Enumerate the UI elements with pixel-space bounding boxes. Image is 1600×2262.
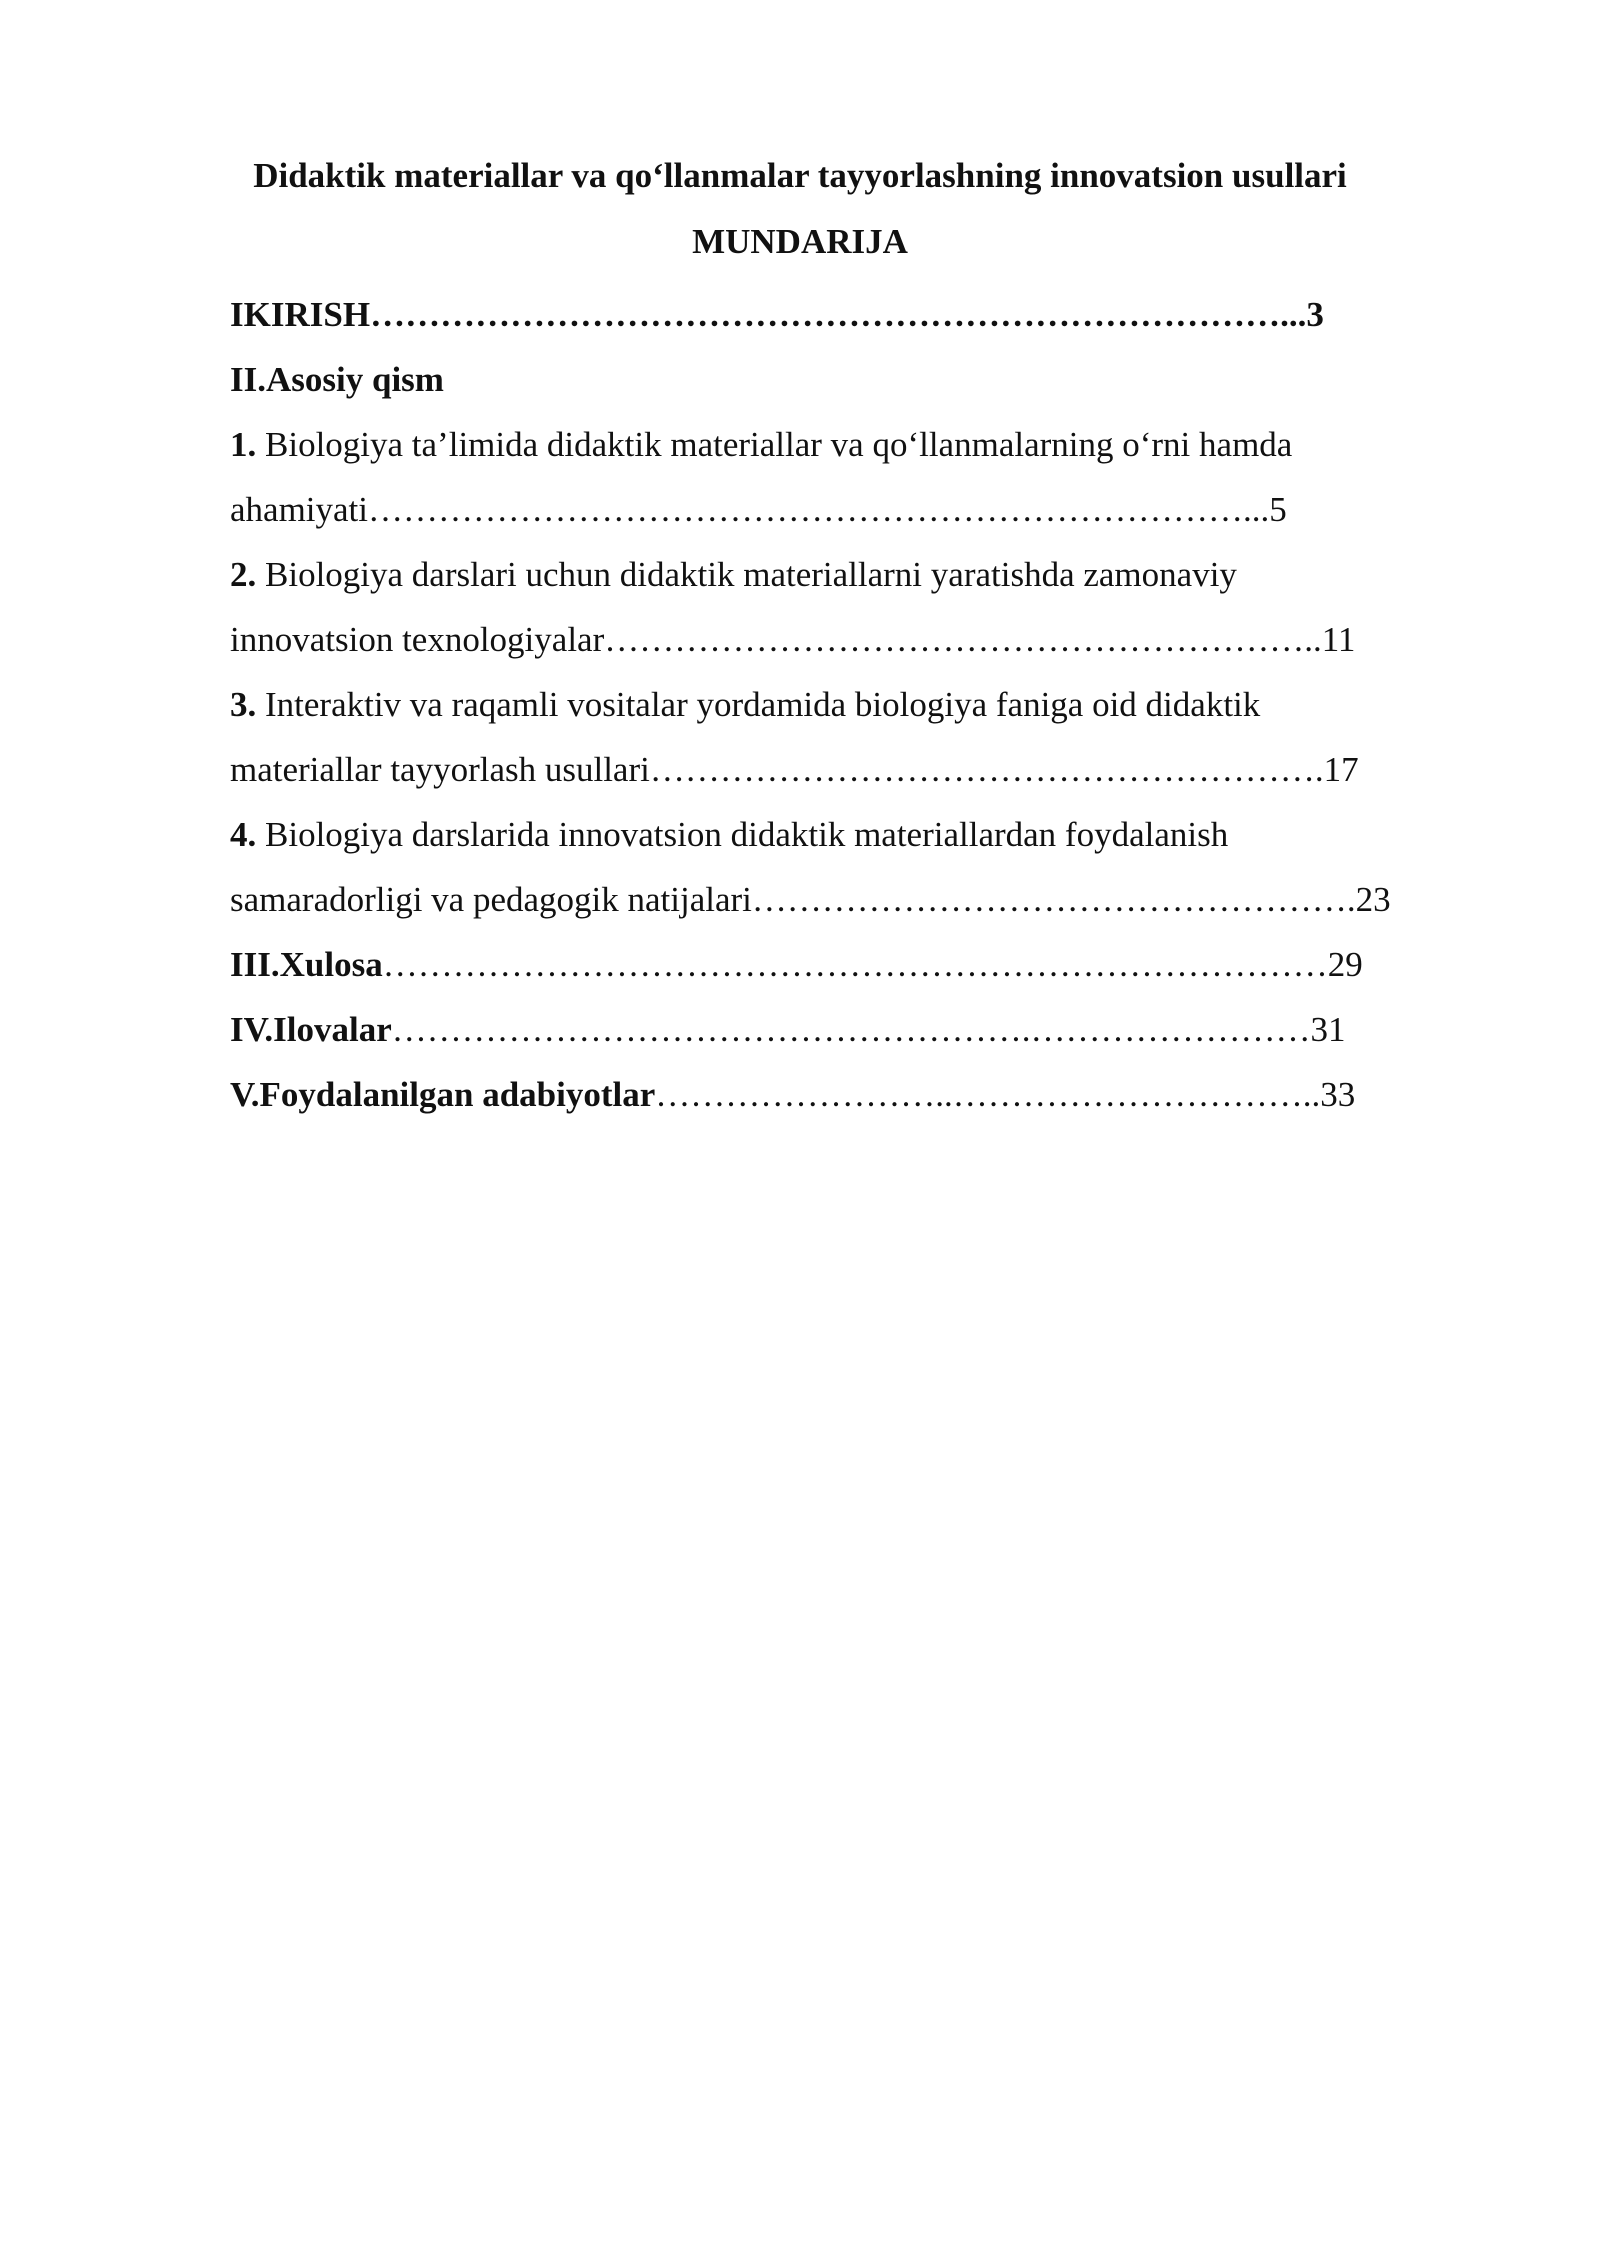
toc-entry-label: III.Xulosa xyxy=(230,945,383,984)
toc-entry-page: 17 xyxy=(1323,750,1359,789)
toc-entry-main-part xyxy=(230,347,1510,412)
toc-entry-label: IKIRISH xyxy=(230,295,371,334)
toc-entry-item2 xyxy=(230,542,1510,607)
toc-entry-number: 4. xyxy=(230,815,257,854)
toc-entry-text: Interaktiv va raqamli vositalar yordamida biologiya faniga oid didaktik xyxy=(256,685,1261,724)
toc-entry-text: materiallar tayyorlash usullari…………………………………………………. xyxy=(230,750,1324,789)
toc-entry-label: IV.Ilovalar xyxy=(230,1010,392,1049)
toc-entry-page: 29 xyxy=(1327,945,1363,984)
toc-entry-number: 2. xyxy=(230,555,257,594)
toc-entry-label: V.Foydalanilgan adabiyotlar xyxy=(230,1075,656,1114)
toc-entry-text: samaradorligi va pedagogik natijalari……………………………………………. xyxy=(230,880,1356,919)
toc-entry-page: 33 xyxy=(1320,1075,1356,1114)
toc-entry-text: Biologiya darslarida innovatsion didaktik materiallardan foydalanish xyxy=(256,815,1229,854)
toc-entry-number: 1. xyxy=(230,425,257,464)
toc-heading: MUNDARIJA xyxy=(692,222,908,261)
document-title: Didaktik materiallar va qo‘llanmalar tayyorlashning innovatsion usullari xyxy=(253,156,1347,195)
toc-entry-item3-cont xyxy=(230,737,1510,802)
toc-entry-appendices xyxy=(230,997,1510,1062)
toc-entry-item3 xyxy=(230,672,1510,737)
toc-entry-page: 31 xyxy=(1310,1010,1346,1049)
toc-entry-leader: ……………………………………………………………………... xyxy=(370,295,1307,334)
toc-entry-page: 5 xyxy=(1269,490,1287,529)
toc-entry-item4 xyxy=(230,802,1510,867)
toc-entry-text: ahamiyati…………………………………………………………………... xyxy=(230,490,1270,529)
toc-entry-text: innovatsion texnologiyalar…………………………………………………….. xyxy=(230,620,1322,659)
toc-entry-item1-cont xyxy=(230,477,1510,542)
toc-entry-leader: ……………………………………………………………………… xyxy=(382,945,1328,984)
table-of-contents xyxy=(230,282,1510,1127)
toc-entry-page: 11 xyxy=(1321,620,1356,659)
toc-entry-item1 xyxy=(230,412,1510,477)
toc-entry-references xyxy=(230,1062,1510,1127)
toc-entry-text: Biologiya ta’limida didaktik materiallar va qo‘llanmalarning o‘rni hamda xyxy=(256,425,1293,464)
toc-entry-text: Biologiya darslari uchun didaktik materiallarni yaratishda zamonaviy xyxy=(256,555,1237,594)
toc-entry-item2-cont xyxy=(230,607,1510,672)
toc-entry-label: II.Asosiy qism xyxy=(230,360,444,399)
toc-entry-number: 3. xyxy=(230,685,257,724)
toc-entry-item4-cont xyxy=(230,867,1510,932)
toc-entry-intro xyxy=(230,282,1510,347)
toc-entry-page: 3 xyxy=(1306,295,1324,334)
toc-entry-leader: ……………………..………………………….. xyxy=(655,1075,1321,1114)
toc-entry-conclusion xyxy=(230,932,1510,997)
toc-entry-leader: ……………………………………………….…………………… xyxy=(391,1010,1311,1049)
toc-entry-page: 23 xyxy=(1355,880,1391,919)
